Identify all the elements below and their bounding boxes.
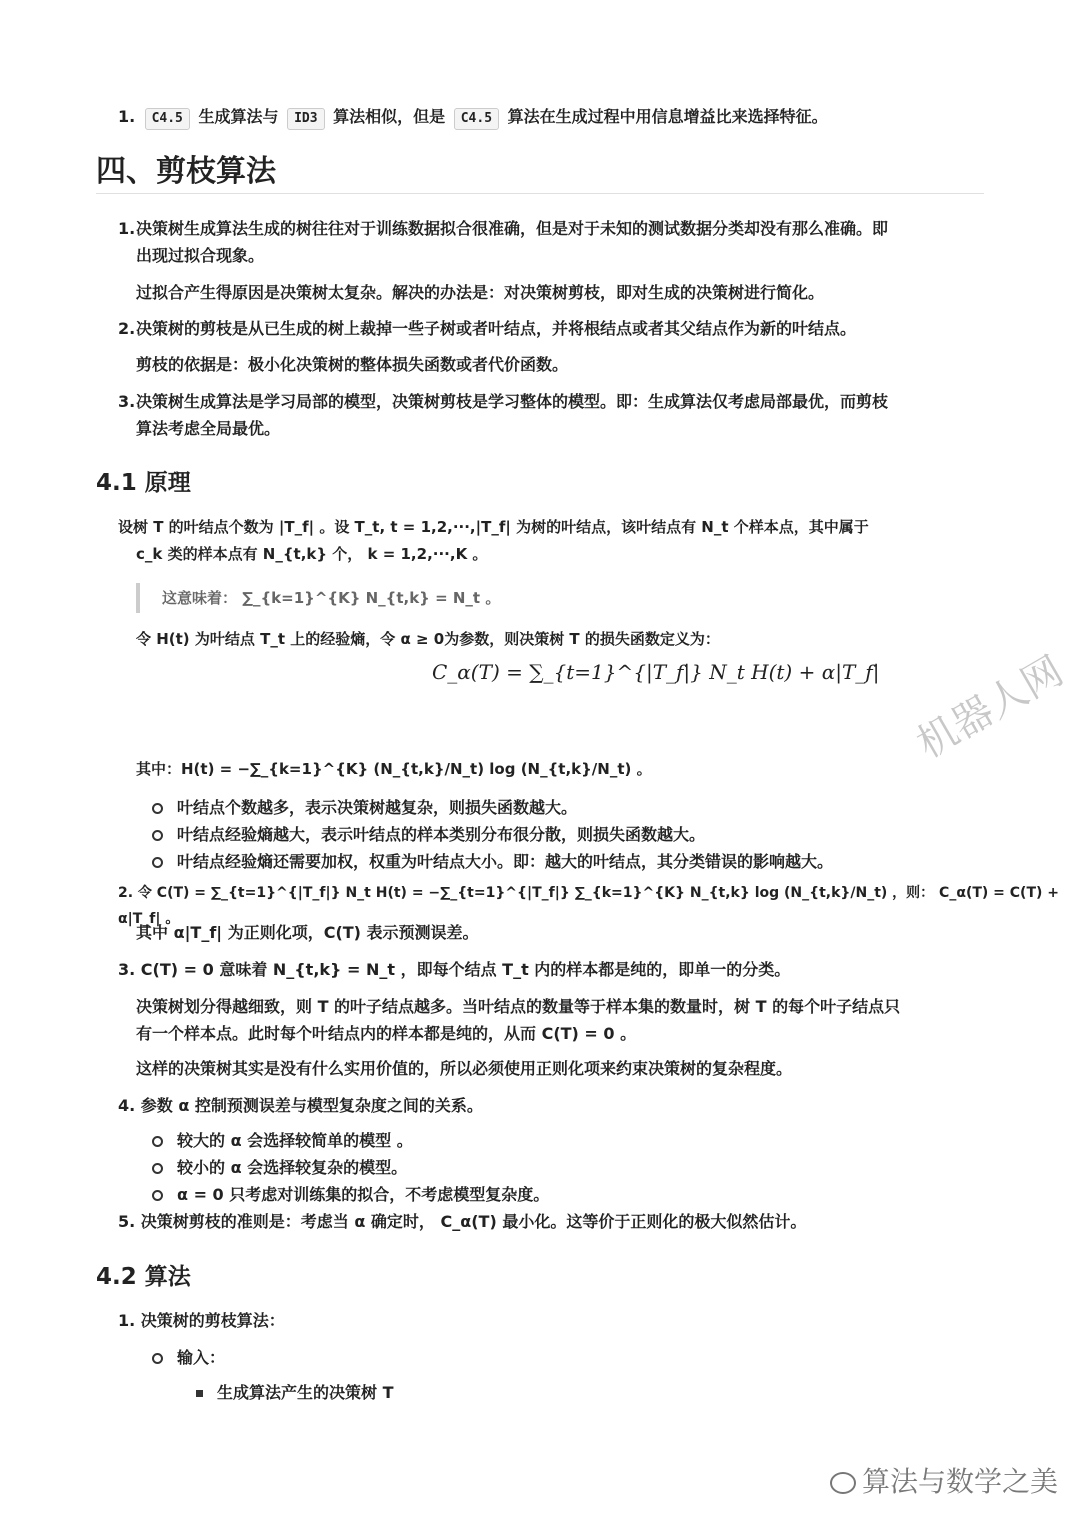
list-item xyxy=(118,316,856,342)
list-item: 3. C(T) = 0 意味着 N_{t,k} = N_t ，即每个结点 T_t 内的样本都是纯的，即单一的分类。 xyxy=(118,960,791,979)
inline-code: ID3 xyxy=(287,108,324,130)
list-item xyxy=(152,795,577,821)
inline-code: C4.5 xyxy=(454,108,499,130)
watermark-label: 算法与数学之美 xyxy=(862,1465,1059,1498)
text: 决策树生成算法生成的树往往对于训练数据拟合很准确，但是对于未知的测试数据分类却没有那么准确。即 xyxy=(136,219,889,238)
subsection-heading: 4.1 原理 xyxy=(96,470,191,496)
text: 较小的 α 会选择较复杂的模型。 xyxy=(177,1158,408,1177)
text: 决策树划分得越细致，则 T 的叶子结点越多。当叶结点的数量等于样本集的数量时，树 T 的每个叶子结点只 xyxy=(136,997,901,1016)
text: 算法考虑全局最优。 xyxy=(136,419,281,438)
list-item xyxy=(152,849,833,875)
text: 其中 α|T_f| 为正则化项，C(T) 表示预测误差。 xyxy=(136,923,479,942)
list-item xyxy=(152,1128,413,1154)
list-number: 1. xyxy=(118,219,136,238)
text: 有一个样本点。此时每个叶结点内的样本都是纯的，从而 C(T) = 0 。 xyxy=(136,1024,637,1043)
text: 其中：H(t) = −∑_{k=1}^{K} (N_{t,k}/N_t) log (N_{t,k}/N_t) 。 xyxy=(136,760,652,778)
list-item: 5. 决策树剪枝的准则是：考虑当 α 确定时， C_α(T) 最小化。这等价于正则化的极大似然估计。 xyxy=(118,1212,807,1231)
subsection-heading: 4.2 算法 xyxy=(96,1264,191,1290)
text: 叶结点经验熵越大，表示叶结点的样本类别分布很分散，则损失函数越大。 xyxy=(177,825,706,844)
text: 叶结点个数越多，表示决策树越复杂，则损失函数越大。 xyxy=(177,798,578,817)
bullet-square-icon xyxy=(196,1390,203,1397)
list-item xyxy=(152,822,705,848)
bullet-circle-icon xyxy=(152,1353,163,1364)
text: 出现过拟合现象。 xyxy=(136,246,265,265)
text: 算法在生成过程中用信息增益比来选择特征。 xyxy=(507,107,828,126)
text: 叶结点经验熵还需要加权，权重为叶结点大小。即：越大的叶结点，其分类错误的影响越大。 xyxy=(177,852,834,871)
text: α = 0 只考虑对训练集的拟合，不考虑模型复杂度。 xyxy=(177,1185,550,1204)
intro-item xyxy=(118,104,828,130)
list-item xyxy=(152,1155,407,1181)
text: 决策树的剪枝是从已生成的树上裁掉一些子树或者叶结点，并将根结点或者其父结点作为新的叶结点。 xyxy=(136,319,857,338)
text: 设树 T 的叶结点个数为 |T_f| 。设 T_t, t = 1,2,···,|T_f| 为树的叶结点，该叶结点有 N_t 个样本点，其中属于 xyxy=(118,518,869,536)
watermark-corner xyxy=(830,1460,1058,1500)
text: 决策树生成算法是学习局部的模型，决策树剪枝是学习整体的模型。即：生成算法仅考虑局部最优，而剪枝 xyxy=(136,392,889,411)
bullet-circle-icon xyxy=(152,1136,163,1147)
text: c_k 类的样本点有 N_{t,k} 个， k = 1,2,···,K 。 xyxy=(136,545,488,563)
list-item xyxy=(196,1380,394,1406)
blockquote: 这意味着： ∑_{k=1}^{K} N_{t,k} = N_t 。 xyxy=(136,583,500,613)
list-item xyxy=(152,1182,549,1208)
list-item xyxy=(152,1345,225,1371)
list-number: 2. xyxy=(118,319,136,338)
display-formula: C_α(T) = ∑_{t=1}^{|T_f|} N_t H(t) + α|T_f| xyxy=(432,660,880,684)
text: 输入： xyxy=(177,1348,226,1367)
list-item: 2. 令 C(T) = ∑_{t=1}^{|T_f|} N_t H(t) = −∑_{t=1}^{|T_f|} ∑_{k=1}^{K} N_{t,k} log (N_{t,k}/N_t) ，则： C_α(T) = C(T) + α|T_f| 。 xyxy=(118,885,1060,927)
list-number: 3. xyxy=(118,392,136,411)
bullet-circle-icon xyxy=(152,857,163,868)
inline-code: C4.5 xyxy=(145,108,190,130)
text: 令 H(t) 为叶结点 T_t 上的经验熵，令 α ≥ 0为参数，则决策树 T 的损失函数定义为： xyxy=(136,630,720,648)
list-item xyxy=(118,216,888,242)
heading-divider xyxy=(96,193,984,194)
wechat-icon xyxy=(830,1472,856,1494)
text: 较大的 α 会选择较简单的模型 。 xyxy=(177,1131,413,1150)
text: 生成算法与 xyxy=(198,107,279,126)
text: 算法相似，但是 xyxy=(333,107,446,126)
list-item: 4. 参数 α 控制预测误差与模型复杂度之间的关系。 xyxy=(118,1096,483,1115)
list-item: 1. 决策树的剪枝算法： xyxy=(118,1311,285,1330)
text: 过拟合产生得原因是决策树太复杂。解决的办法是：对决策树剪枝，即对生成的决策树进行简化。 xyxy=(136,283,825,302)
text: 生成算法产生的决策树 T xyxy=(217,1383,394,1402)
watermark-text: 机器人网 xyxy=(909,647,1072,768)
text: 这样的决策树其实是没有什么实用价值的，所以必须使用正则化项来约束决策树的复杂程度。 xyxy=(136,1059,793,1078)
bullet-circle-icon xyxy=(152,803,163,814)
text: 剪枝的依据是：极小化决策树的整体损失函数或者代价函数。 xyxy=(136,355,569,374)
bullet-circle-icon xyxy=(152,1163,163,1174)
bullet-circle-icon xyxy=(152,830,163,841)
list-number: 1. xyxy=(118,107,136,126)
bullet-circle-icon xyxy=(152,1190,163,1201)
list-item xyxy=(118,389,888,415)
section-heading: 四、剪枝算法 xyxy=(96,154,276,189)
